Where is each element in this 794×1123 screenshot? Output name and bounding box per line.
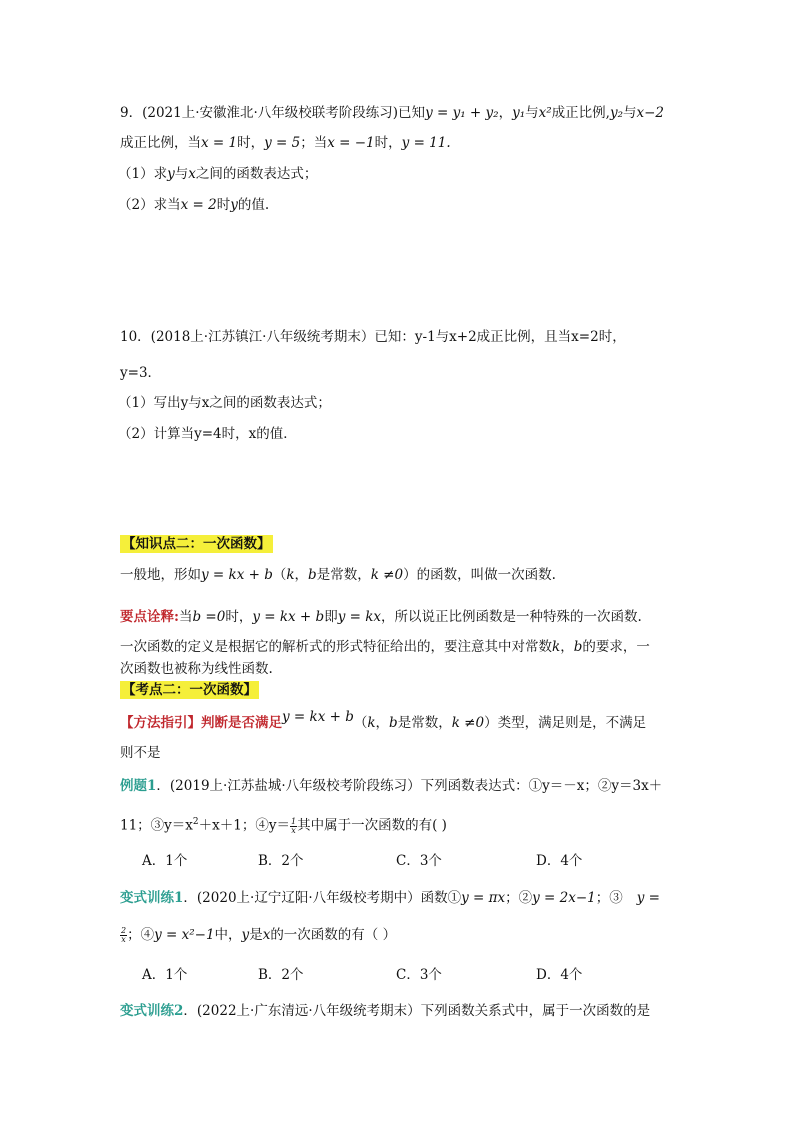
example-1-option-c: C．3个 bbox=[396, 853, 442, 869]
q9-sub-1: （1）求y与x之间的函数表达式； bbox=[118, 166, 318, 182]
example-1-line-1: 例题1．(2019上·江苏盐城·八年级校考阶段练习）下列函数表达式：①y＝－x；②y＝3x＋ bbox=[120, 778, 663, 794]
variant-1-line-1: 变式训练1．(2020上·辽宁辽阳·八年级校考期中）函数①y = πx；②y = 2x−1；③ y = bbox=[120, 890, 660, 906]
method-line-1: 【方法指引】判断是否满足y = kx + b（k，b是常数，k ≠0）类型，满足则是，不满足 bbox=[120, 709, 647, 731]
definition-line: 一般地，形如y = kx + b（k，b是常数，k ≠0）的函数，叫做一次函数. bbox=[120, 567, 556, 583]
variant-1-option-d: D．4个 bbox=[536, 967, 583, 983]
fraction-2-over-x: $\frac{2}{x}$ bbox=[121, 926, 127, 944]
exam-point-title: 【考点二：一次函数】 bbox=[122, 682, 257, 698]
q10-line-1: 10．(2018上·江苏镇江·八年级统考期末）已知：y-1与x+2成正比例，且当x=2时， bbox=[120, 329, 626, 345]
note-line-3: 次函数也被称为线性函数. bbox=[120, 661, 273, 677]
q10-sub-1: （1）写出y与x之间的函数表达式； bbox=[118, 395, 331, 411]
variant-1-option-a: A．1个 bbox=[142, 967, 188, 983]
q10-line-2: y=3． bbox=[120, 365, 162, 381]
example-1-option-b: B．2个 bbox=[258, 853, 304, 869]
fraction-1-over-x: $\frac{1}{x}$ bbox=[291, 816, 297, 835]
variant-1-line-2: $\frac{2}{x}$ ；④y = x²−1中，y是x的一次函数的有（ ） bbox=[121, 926, 397, 944]
example-1-option-a: A．1个 bbox=[142, 853, 188, 869]
variant-2-line-1: 变式训练2．(2022上·广东清远·八年级统考期末）下列函数关系式中，属于一次函数的是 bbox=[120, 1003, 651, 1019]
example-1-option-d: D．4个 bbox=[536, 853, 583, 869]
example-1-line-2: 11；$③y=x^2+x+1$；④y＝ $\frac{1}{x}$ 其中属于一次函数的有( ) bbox=[120, 816, 447, 835]
knowledge-point-title: 【知识点二：一次函数】 bbox=[122, 536, 271, 552]
variant-1-option-b: B．2个 bbox=[258, 967, 304, 983]
q9-line-2: 成正比例，当x = 1时，y = 5；当x = −1时，y = 11. bbox=[120, 135, 451, 151]
note-line-2: 一次函数的定义是根据它的解析式的形式特征给出的，要注意其中对常数k，b的要求，一 bbox=[120, 639, 650, 655]
variant-1-option-c: C．3个 bbox=[396, 967, 442, 983]
q9-sub-2: （2）求当x = 2时y的值. bbox=[118, 197, 270, 213]
q10-sub-2: （2）计算当y=4时，x的值． bbox=[118, 426, 297, 442]
method-line-2: 则不是 bbox=[120, 745, 161, 761]
q9-line-1: 9．(2021上·安徽淮北·八年级校联考阶段练习)已知y = y₁ + y₂，y₁与x²成正比例,y₂与x−2 bbox=[120, 105, 664, 121]
note-line-1: 要点诠释:当b =0时，y = kx + b即y = kx，所以说正比例函数是一种特殊的一次函数. bbox=[120, 609, 642, 625]
